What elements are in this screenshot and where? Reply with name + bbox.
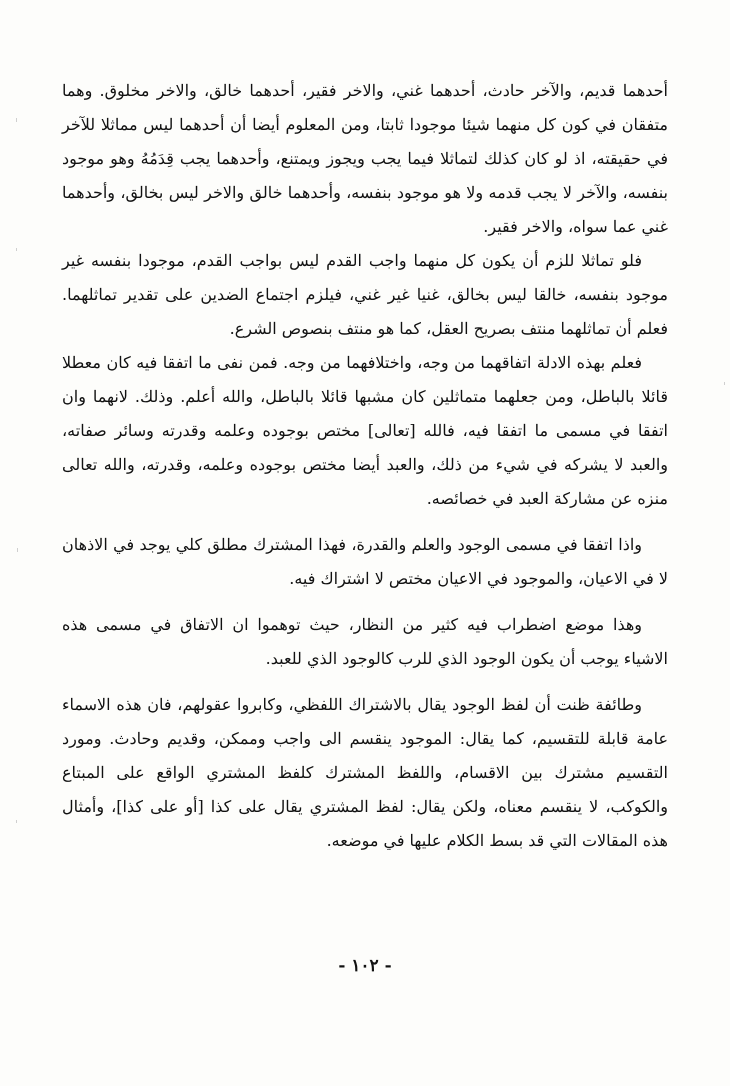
paragraph-1: أحدهما قديم، والآخر حادث، أحدهما غني، والاخر فقير، أحدهما خالق، والاخر مخلوق. وهما متفقان في كون كل منهما شيئا موجودا ثابتا، ومن المعلوم أيضا أن أحدهما ليس مماثلا للآخر في حقيقته، اذ لو كان كذلك لتماثلا فيما يجب ويجوز ويمتنع، وأحدهما يجب قِدَمُهُ وهو موجود بنفسه، والآخر لا يجب قدمه ولا هو موجود بنفسه، وأحدهما خالق والاخر ليس بخالق، وأحدهما غني عما سواه، والاخر فقير. (62, 81, 669, 236)
paragraph-5: وهذا موضع اضطراب فيه كثير من النظار، حيث توهموا ان الاتفاق في مسمى هذه الاشياء يوجب أن يكون الوجود الذي للرب كالوجود الذي للعبد. (62, 615, 668, 668)
scan-mark (16, 820, 17, 823)
scan-mark (16, 118, 17, 122)
page-number: - ١٠٢ - (338, 956, 392, 976)
body-text (62, 74, 668, 858)
scan-mark (724, 382, 725, 385)
scan-mark (17, 548, 18, 552)
paragraph-6: وطائفة ظنت أن لفظ الوجود يقال بالاشتراك اللفظي، وكابروا عقولهم، فان هذه الاسماء عامة قابلة للتقسيم، كما يقال: الموجود ينقسم الى واجب وممكن، وقديم وحادث. ومورد التقسيم مشترك بين الاقسام، واللفظ المشترك كلفظ المشتري الواقع على المبتاع والكوكب، لا ينقسم معناه، ولكن يقال: لفظ المشتري يقال على كذا [أو على كذا]، وأمثال هذه المقالات التي قد بسط الكلام عليها في موضعه. (62, 695, 668, 850)
paragraph-4: واذا اتفقا في مسمى الوجود والعلم والقدرة، فهذا المشترك مطلق كلي يوجد في الاذهان لا في الاعيان، والموجود في الاعيان مختص لا اشتراك فيه. (62, 535, 668, 588)
scan-mark (16, 248, 17, 251)
paragraph-3: فعلم بهذه الادلة اتفاقهما من وجه، واختلافهما من وجه. فمن نفى ما اتفقا فيه كان معطلا قائلا بالباطل، ومن جعلهما متماثلين كان مشبها قائلا بالباطل، والله أعلم. وذلك. لانهما وان اتفقا في مسمى ما اتفقا فيه، فالله [تعالى] مختص بوجوده وعلمه وقدرته وسائر صفاته، والعبد لا يشركه في شيء من ذلك، والعبد أيضا مختص بوجوده وعلمه، وقدرته، والله تعالى منزه عن مشاركة العبد في خصائصه. (62, 353, 668, 508)
paragraph-2: فلو تماثلا للزم أن يكون كل منهما واجب القدم ليس بواجب القدم، موجودا بنفسه غير موجود بنفسه، خالقا ليس بخالق، غنيا غير غني، فيلزم اجتماع الضدين على تقدير تماثلهما. فعلم أن تماثلهما منتف بصريح العقل، كما هو منتف بنصوص الشرع. (62, 251, 668, 338)
